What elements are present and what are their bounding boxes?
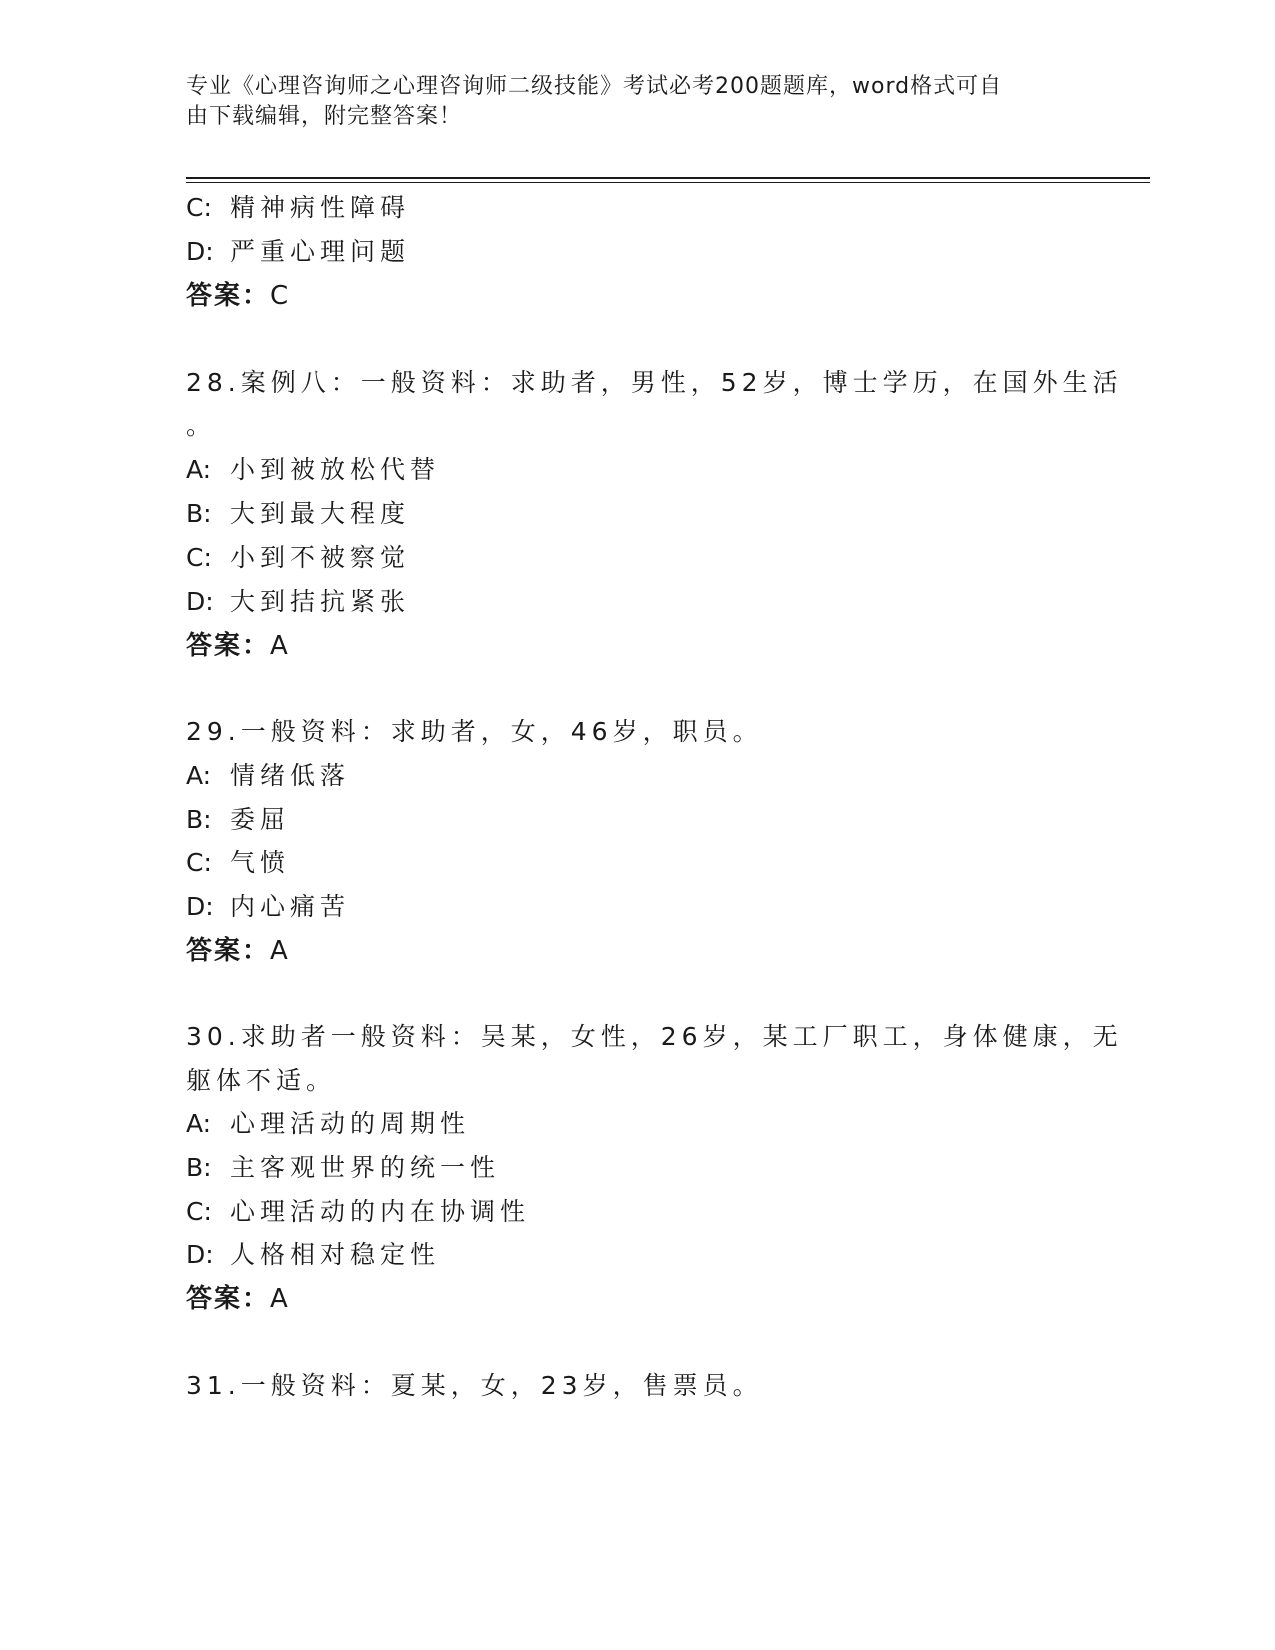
q27-option-d [186,236,410,268]
option-key: D: [186,892,214,921]
answer-value: A [270,631,290,661]
option-text: 气愤 [230,848,291,877]
q29-option-c [186,847,290,879]
option-key: C: [186,848,212,877]
option-text: 小到被放松代替 [230,455,441,484]
q28-option-d [186,586,410,618]
option-key: D: [186,237,214,266]
q27-option-c [186,192,410,224]
header-divider-thin [186,182,1150,183]
option-key: B: [186,805,212,834]
option-key: B: [186,499,212,528]
answer-label: 答案： [186,281,271,311]
answer-value: C [270,281,291,311]
option-text: 人格相对稳定性 [230,1240,441,1269]
q29-option-a [186,760,350,792]
document-header [186,72,1066,132]
q28-option-a [186,454,440,486]
q27-answer [186,280,290,312]
q31-stem-line-1: 31.一般资料：夏某，女，23岁，售票员。 [186,1371,763,1400]
q30-stem-line-2: 躯体不适。 [186,1066,337,1095]
q28-stem-line-1: 28.案例八：一般资料：求助者，男性，52岁，博士学历，在国外生活 [186,368,1123,397]
header-line-1: 专业《心理咨询师之心理咨询师二级技能》考试必考200题题库，word格式可自 [186,74,1003,99]
header-line-2: 由下载编辑，附完整答案！ [186,104,463,129]
answer-value: A [270,1284,290,1314]
q30-option-b [186,1152,500,1184]
q29-option-b [186,804,290,836]
q29-stem-line-1: 29.一般资料：求助者，女，46岁，职员。 [186,717,763,746]
option-text: 内心痛苦 [230,892,351,921]
option-key: C: [186,1197,212,1226]
option-text: 委屈 [230,805,291,834]
option-key: C: [186,193,212,222]
answer-value: A [270,936,290,966]
option-text: 大到拮抗紧张 [230,587,411,616]
option-key: D: [186,1240,214,1269]
answer-label: 答案： [186,631,271,661]
option-key: A: [186,455,212,484]
q30-option-c [186,1196,530,1228]
option-text: 大到最大程度 [230,499,411,528]
header-divider-thick [186,177,1150,179]
option-text: 小到不被察觉 [230,543,411,572]
q30-stem-line-1: 30.求助者一般资料：吴某，女性，26岁，某工厂职工，身体健康，无 [186,1022,1123,1051]
option-text: 严重心理问题 [230,237,411,266]
q29-option-d [186,891,350,923]
option-text: 主客观世界的统一性 [230,1153,501,1182]
q28-answer [186,630,290,662]
q30-option-a [186,1108,470,1140]
q28-option-b [186,498,410,530]
option-text: 心理活动的内在协调性 [230,1197,531,1226]
option-key: D: [186,587,214,616]
q28-stem-line-2: 。 [186,411,217,440]
answer-label: 答案： [186,936,271,966]
option-text: 精神病性障碍 [230,193,411,222]
option-text: 情绪低落 [230,761,351,790]
option-key: C: [186,543,212,572]
answer-label: 答案： [186,1284,271,1314]
option-key: A: [186,761,212,790]
q30-option-d [186,1239,440,1271]
q30-answer [186,1283,290,1315]
q28-option-c [186,542,410,574]
q29-answer [186,935,290,967]
option-key: A: [186,1109,212,1138]
option-text: 心理活动的周期性 [230,1109,471,1138]
option-key: B: [186,1153,212,1182]
